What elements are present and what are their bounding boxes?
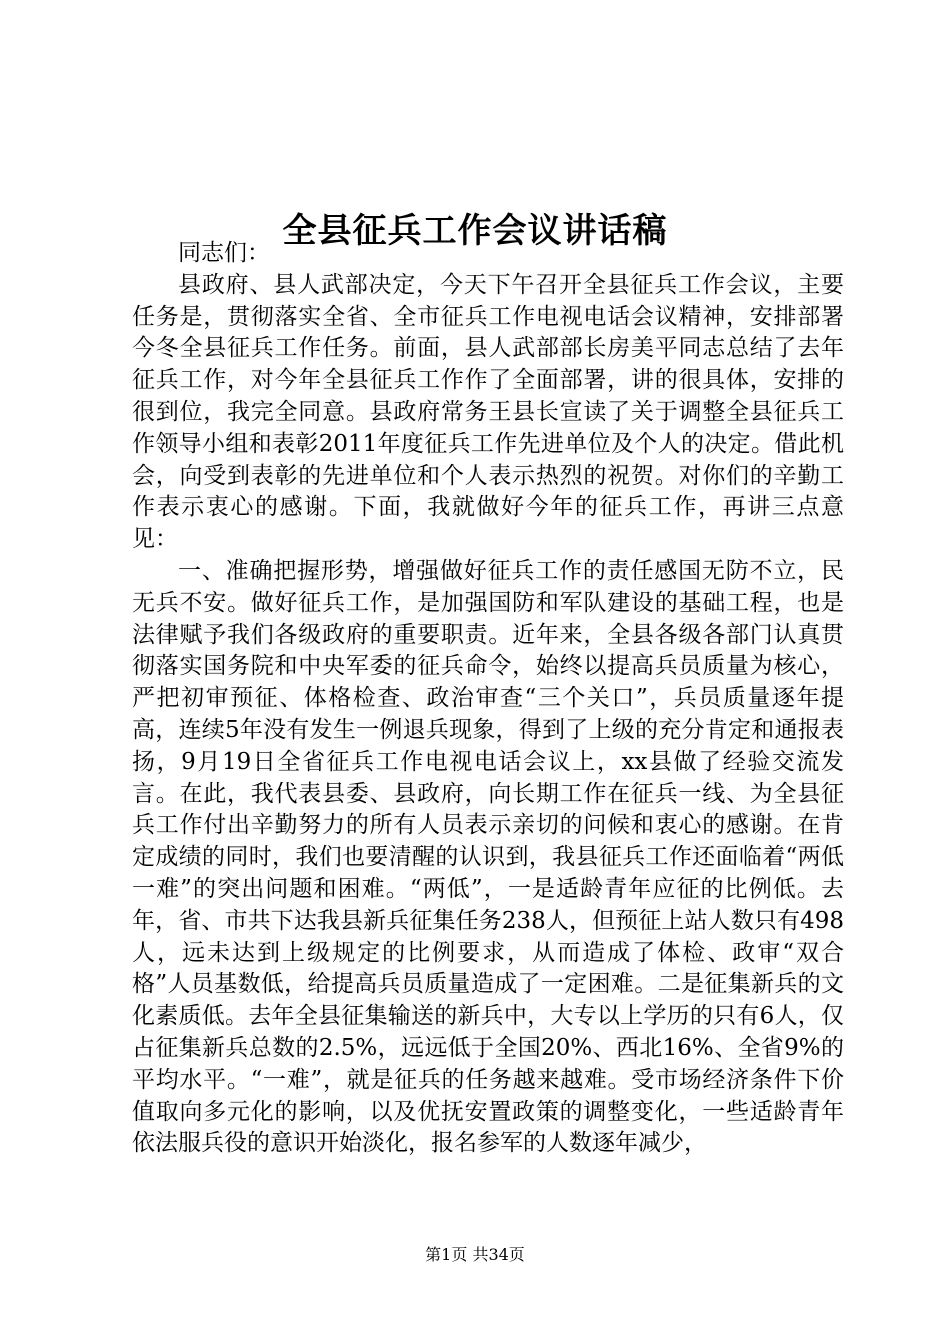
document-body xyxy=(132,238,844,1160)
document-title: 全县征兵工作会议讲话稿 xyxy=(282,210,668,251)
paragraph-1: 县政府、县人武部决定，今天下午召开全县征兵工作会议，主要任务是，贯彻落实全省、全市征兵工作电视电话会议精神，安排部署今冬全县征兵工作任务。前面，县人武部部长房美平同志总结了去年征兵工作，对今年全县征兵工作作了全面部署，讲的很具体，安排的很到位，我完全同意。县政府常务王县长宣读了关于调整全县征兵工作领导小组和表彰2011年度征兵工作先进单位及个人的决定。借此机会，向受到表彰的先进单位和个人表示热烈的祝贺。对你们的辛勤工作表示衷心的感谢。下面，我就做好今年的征兵工作，再讲三点意见： xyxy=(132,271,844,553)
page-footer: 第1页 共34页 xyxy=(425,1245,525,1264)
paragraph-2: 一、准确把握形势，增强做好征兵工作的责任感国无防不立，民无兵不安。做好征兵工作，是加强国防和军队建设的基础工程，也是法律赋予我们各级政府的重要职责。近年来，全县各级各部门认真贯彻落实国务院和中央军委的征兵命令，始终以提高兵员质量为核心，严把初审预征、体格检查、政治审查“三个关口”，兵员质量逐年提高，连续5年没有发生一例退兵现象，得到了上级的充分肯定和通报表扬，9月19日全省征兵工作电视电话会议上，xx县做了经验交流发言。在此，我代表县委、县政府，向长期工作在征兵一线、为全县征兵工作付出辛勤努力的所有人员表示亲切的问候和衷心的感谢。在肯定成绩的同时，我们也要清醒的认识到，我县征兵工作还面临着“两低一难”的突出问题和困难。“两低”，一是适龄青年应征的比例低。去年，省、市共下达我县新兵征集任务238人，但预征上站人数只有498人，远未达到上级规定的比例要求，从而造成了体检、政审“双合格”人员基数低，给提高兵员质量造成了一定困难。二是征集新兵的文化素质低。去年全县征集输送的新兵中，大专以上学历的只有6人，仅占征集新兵总数的2.5%，远远低于全国20%、西北16%、全省9%的平均水平。“一难”，就是征兵的任务越来越难。受市场经济条件下价值取向多元化的影响，以及优抚安置政策的调整变化，一些适龄青年依法服兵役的意识开始淡化，报名参军的人数逐年减少， xyxy=(132,557,844,1157)
salutation: 同志们： xyxy=(178,240,270,266)
